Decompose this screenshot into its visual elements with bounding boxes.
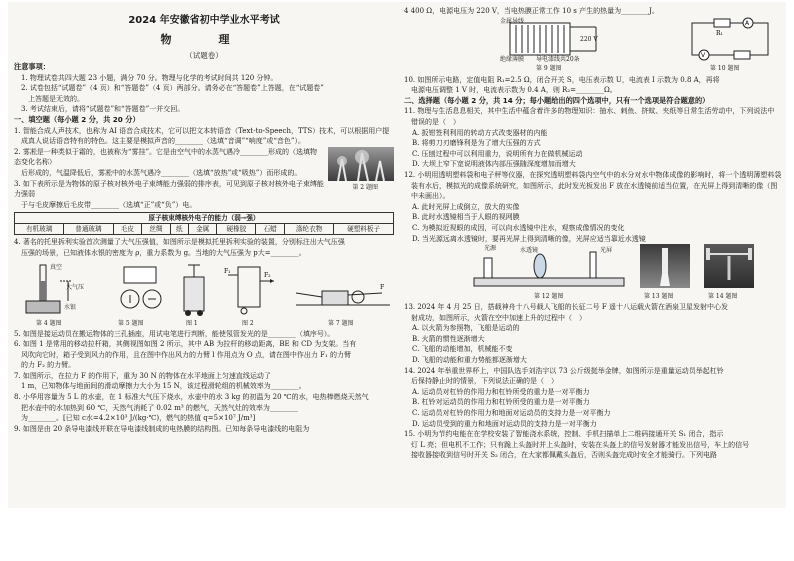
luggage-fig1: [174, 263, 214, 317]
fig9-label: 导电漆线共20条: [536, 55, 580, 63]
question-7-line: 1 m，已知物体与地面间的滑动摩擦力大小为 15 N，该过程滑轮组的机械效率为________。: [21, 382, 306, 391]
question-12-line: 12. 小明用透明塑料袋和电子秤等仪器，在探究透明塑料袋内空气中的水分对水中物体成像的影响时，将一个透明薄塑料袋: [404, 170, 782, 179]
q14-option: B. 杠铃对运动员的作用力和杠铃所受的重力是一对平衡力: [412, 398, 590, 407]
atom-binding-table: [14, 212, 394, 235]
luggage-fig2: [222, 261, 276, 317]
question-2-line: 后形成的，气温降低后，雾凇中的水蒸气遇冷________（选填“放热”或“吸热”）而形成的。: [21, 168, 302, 177]
table-cell: 普通玻璃: [64, 224, 113, 235]
q14-option: C. 运动员对杠铃的作用力和地面对运动员的支持力是一对平衡力: [412, 409, 611, 418]
table-cell: 有机玻璃: [15, 224, 64, 235]
fig10-caption: 第 10 题图: [710, 64, 740, 72]
weightlifter-photo: [704, 244, 754, 288]
question-9-cont: 4 400 Ω，电源电压为 220 V，当电热膜正常工作 10 s 产生的热量为________J。: [404, 7, 659, 15]
question-10-line: 10. 如图所示电路，定值电阻 R₁=2.5 Ω，闭合开关 S，电压表示数 U，电流表 I 示数为 0.8 A，再将: [404, 75, 720, 84]
fig9-caption: 第 9 题图: [536, 64, 562, 72]
question-1-line: 1. 智能合成人声技术，也称为 AI 语音合成技术，它可以把文本转语音（Text-to-Speech，TTS）技术，可以根据用户提: [14, 126, 390, 135]
q12-option: D. 当光源远离水透镜时，要再光屏上得到清晰的像，光屏应适当靠近水透镜: [412, 234, 646, 243]
air-label: 大气压: [66, 283, 85, 291]
exam-title: 2024 年安徽省初中学业水平考试: [128, 15, 280, 26]
q12-option: C. 为模拟近视眼的成因，可以向水透镜中注水，观察成像情况的变化: [412, 223, 625, 232]
figure-row-4-7: [14, 261, 394, 327]
question-14-line: 后保持静止时的情景，下列说法正确的是（ ）: [411, 377, 558, 386]
fig12-label: 水透镜: [520, 247, 539, 255]
left-column: [14, 6, 394, 434]
question-2-line: 2. 雾凇是一种类似于霜的，也被称为“雾挂”。它是由空气中的水蒸气遇冷________形成的（选填物态变化名称）: [14, 147, 318, 167]
question-6-line: 6. 如图 1 是常用的移动拉杆箱，其侧视图如图 2 所示，其中 AB 为拉杆的移动距离，BE 和 CD 为支架。当有: [14, 340, 357, 349]
table-cell: 丝绸: [142, 224, 171, 235]
q12-option: B. 此时水透镜相当于人眼的视网膜: [412, 213, 520, 222]
fig5-caption: 第 5 题图: [118, 319, 144, 327]
q12-option: A. 此时光屏上成倒立，放大的实像: [412, 202, 520, 211]
table-cell: 石蜡: [256, 224, 285, 235]
fig6-1-caption: 图 1: [186, 319, 198, 327]
svg-text:A: A: [745, 19, 750, 27]
q14-option: A. 运动员对杠铃的作用力和杠铃所受的重力是一对平衡力: [412, 387, 590, 396]
svg-text:V: V: [701, 51, 706, 59]
question-5-line: 5. 如图是接运动员在搬运物体的三孔插座，用试电笔进行判断，能使氖管发光的是________（填序号）。: [14, 329, 335, 338]
note-item: 2. 试卷包括“试题卷”（4 页）和“答题卷”（4 页）两部分。请务必在“答题卷”上答题，在“试题卷”: [21, 84, 324, 93]
question-6-line: 风吹向它时，箱子受到风力的作用，且在图中作出风力的力臂 l 作用点为 O 点，请在图中作出力 F₁ 的力臂: [21, 350, 351, 359]
paper-type: （试题卷）: [185, 51, 223, 60]
fig12-caption: 第 12 题图: [534, 293, 564, 301]
question-7-line: 7. 如图所示，在拉力 F 的作用下，重为 30 N 的物体在水平地面上匀速直线运动了: [14, 371, 271, 380]
table-cell: 纸: [170, 224, 188, 235]
fig13-caption: 第 13 题图: [644, 293, 674, 301]
exam-sheet: [8, 2, 786, 508]
circuit-diagram: [684, 17, 776, 63]
question-1-line: 成真人说话语音特有的特色。这主要是模拟声音的________（选填“音调”“响度”或“音色”）。: [21, 137, 305, 146]
svg-text:F: F: [380, 283, 385, 291]
fig7-caption: 第 7 题图: [328, 319, 354, 327]
notes-heading: 注意事项：: [14, 62, 50, 71]
figure-row-12-14: [404, 244, 782, 302]
svg-text:F₁: F₁: [224, 267, 231, 275]
question-12-line: 装有水后，模拟光的成像系统研究，如图所示，此时发光板发出 F 放在水透镜前适当位置，在光屏上得到清晰的像（图中未画出）。: [411, 181, 778, 201]
note-item: 1. 物理试卷共四大题 23 小题，满分 70 分。物理与化学的考试时间共 120 分钟。: [21, 73, 278, 82]
question-14-line: 14. 2024 年举重世界杯上，中国队选手刘浩宇以 73 公斤级挺举金牌，如图所示是重量运动员举起杠铃: [404, 366, 724, 375]
table-caption: 原子核束缚核外电子的能力（弱→强）: [15, 213, 394, 224]
question-13-line: 射成功，如图所示，火箭在空中加速上升的过程中（ ）: [411, 313, 586, 322]
fig9-label: 220 V: [580, 35, 598, 43]
question-13-line: 13. 2024 年 4 月 25 日，搭载神舟十八号载人飞船的长征二号 F 遥十八运载火箭在酒泉卫星发射中心发: [404, 303, 728, 312]
q13-option: D. 飞船的动能和重力势能都逐渐增大: [412, 356, 527, 365]
page-margin: [0, 508, 794, 561]
socket-diagram: [118, 265, 162, 315]
q11-option: D. 大坝上窄下宽说明液体内部压强随深度增加而增大: [412, 160, 576, 169]
question-8-line: 8. 小华用容量为 5 L 的水壶，在 1 标准大气压下烧水，水壶中的水 3 kg 的初温为 20 ℃的水，电热棒燃烧天然气: [14, 393, 369, 402]
q11-option: B. 将剪刀刃磨锋利是为了增大压强的方式: [412, 139, 541, 148]
question-3-line: 3. 如下表所示是为物体的原子核对核外电子束缚能力强弱的排序表，可见到原子核对核外电子束缚能力强弱: [14, 179, 324, 199]
rocket-icon: [640, 244, 690, 288]
fig6-2-caption: 图 2: [242, 319, 254, 327]
question-15-line: 接收器接收到信号时开关 S₂ 闭合，在大家都佩戴头盔后，否则头盔完成时安全才能骑行。下列电路: [411, 451, 718, 460]
table-cell: 硬橡胶: [217, 224, 256, 235]
section1-heading: 一、填空题（每小题 2 分，共 20 分）: [14, 114, 140, 124]
question-8-line: 把水壶中的水加热到 60 ℃，天然气消耗了 0.02 m³ 的燃气，天然气灶的效率为________: [21, 403, 298, 412]
question-4-line: 压强的场景，已知液体水银的密度为 ρ，重力系数为 g。当地的大气压强为 p大=________。: [21, 248, 306, 257]
question-4-line: 4. 著名的托里拆利实验首次测量了大气压强值，如图所示是模拟托里拆利实验的装置，分别标注出大气压强: [14, 238, 345, 247]
table-cell: 硬塑料板子: [334, 224, 394, 235]
question-10-line: 电源电压调整 1 V 时，电流表示数为 0.4 A，则 R₂=________Ω。: [411, 86, 617, 95]
question-15-line: 15. 小明为节约电能在在学校安装了智能浇水系统，控制、手机扫描单上二维码接通开关 S₁ 闭合，指示: [404, 430, 724, 439]
exam-subject: 物 理: [160, 33, 248, 46]
note-item: 上答题是无效的。: [28, 94, 84, 103]
section2-heading: 二、选择题（每小题 2 分，共 14 分；每小题给出的四个选项中，只有一个选项是符合题意的）: [404, 95, 710, 105]
question-9-line: 9. 如图是由 20 条导电漆线并联在导电漆线制成的电热膜的结构图。已知每条导电漆线的电阻为: [14, 424, 310, 433]
frost-tree-image: [328, 147, 394, 181]
weightlifter-icon: [704, 244, 754, 288]
question-8-line: 为________。[已知 c水=4.2×10³ J/(kg·℃)，燃气的热值 q=5×10⁷ J/m³]: [21, 414, 256, 423]
q13-option: B. 火箭的惯性逐渐增大: [412, 334, 485, 343]
pulley-diagram: [296, 271, 390, 315]
fig12-label: 光源: [484, 245, 497, 253]
fig4-caption: 第 4 题图: [36, 319, 62, 327]
question-3-line: 于与毛皮摩擦后毛皮带________（选填“正”或“负”）电。: [21, 200, 197, 209]
right-column: [404, 6, 782, 461]
fig14-caption: 第 14 题图: [708, 293, 738, 301]
svg-text:F₂: F₂: [264, 271, 271, 279]
fig2-photo: [328, 147, 394, 181]
fig9-label: 绝缘薄膜: [500, 55, 525, 63]
fig9-label: 金属导线: [500, 17, 525, 25]
q11-option: A. 扳钳签利利用的转动方式改变器材的内能: [412, 128, 548, 137]
q13-option: C. 飞船的动能增加，机械能不变: [412, 345, 513, 354]
table-cell: 金属: [188, 224, 217, 235]
vacuum-label: 真空: [50, 263, 63, 271]
question-6-line: 的力 F₂ 的力臂。: [21, 361, 76, 370]
q11-option: C. 压刨过程中可以利用重力，说明所有力在做机械运动: [412, 149, 583, 158]
question-11-line: 11. 物理与生活息息相关，其中生活中蕴含着许多的物理知识：抽水、刺鱼、挤蚊、夹纸等日常生活劳动中，下列说法中: [404, 107, 775, 116]
figure-row-9-10: [404, 17, 782, 75]
mercury-label: 水银: [64, 303, 77, 311]
rocket-photo: [640, 244, 690, 288]
table-cell: 涤纶衣物: [284, 224, 333, 235]
question-11-line: 错误的是（ ）: [411, 117, 460, 126]
q14-option: D. 运动员受到的重力和地面对运动员的支持力是一对平衡力: [412, 419, 597, 428]
table-cell: 毛皮: [113, 224, 142, 235]
fig12-label: 光屏: [600, 247, 613, 255]
question-15-line: 灯 L 亮；但电机不工作；只有跪上头盔时并上头盔时，安装在头盔上的信号发射器才能发出信号，车上的信号: [411, 440, 750, 449]
fig2-caption: 第 2 题图: [352, 183, 378, 191]
note-item: 3. 考试结束后，请将“试题卷”和“答题卷”一并交回。: [21, 105, 185, 114]
q13-option: A. 以火箭为参照物，飞船是运动的: [412, 324, 520, 333]
svg-text:R₁: R₁: [716, 29, 723, 37]
